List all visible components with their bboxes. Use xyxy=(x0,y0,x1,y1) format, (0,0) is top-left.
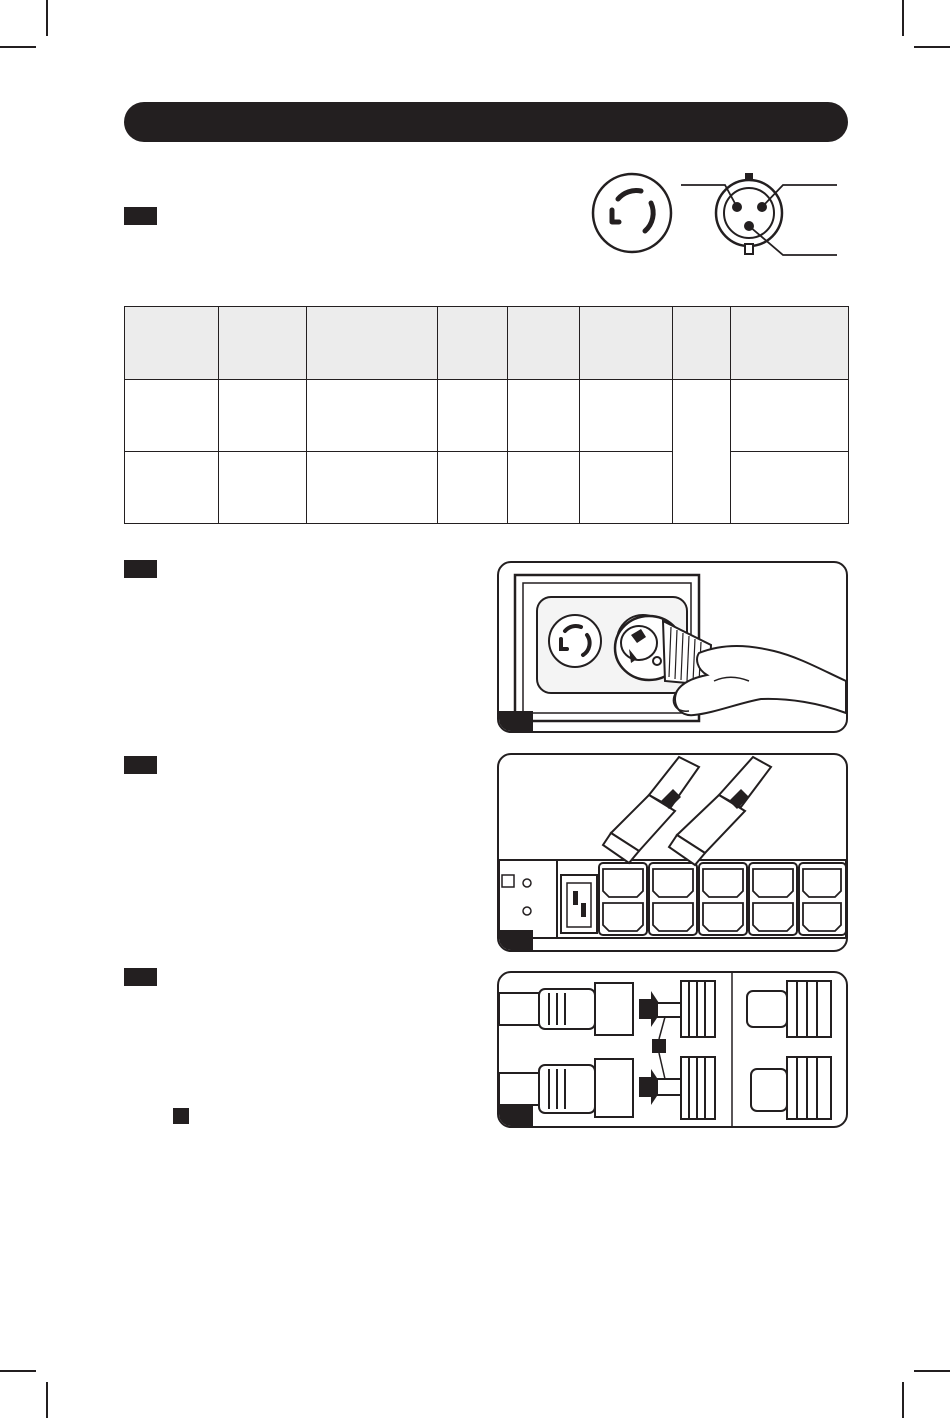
wall-outlet-illustration xyxy=(499,563,846,731)
locking-plug-head xyxy=(615,616,711,685)
figure-label-3 xyxy=(499,930,533,950)
pdu-outlets-illustration xyxy=(499,755,846,950)
callout-legend-square xyxy=(173,1108,189,1124)
c13-outlet-side-top xyxy=(657,981,715,1037)
step-3-badge xyxy=(124,756,157,774)
c19-outlet-side-bottom xyxy=(657,1057,715,1119)
table-cell xyxy=(125,452,219,524)
section-title-bar xyxy=(124,102,848,142)
c14-cord-top xyxy=(499,983,633,1035)
locking-cord-illustration xyxy=(499,973,846,1126)
table-cell xyxy=(508,452,580,524)
crop-mark-top-right-h xyxy=(914,46,950,48)
table-cell xyxy=(307,380,438,452)
locking-receptacle-icon xyxy=(593,174,671,252)
table-cell xyxy=(438,380,508,452)
table-cell xyxy=(219,452,307,524)
crop-mark-bottom-right-v xyxy=(902,1382,904,1418)
figure-plug-into-wall-outlet xyxy=(497,561,848,733)
table-header-cell xyxy=(580,307,673,380)
table-row xyxy=(125,380,849,452)
specification-table xyxy=(124,306,849,524)
locking-plug-icon xyxy=(681,173,837,255)
crop-mark-top-left-h xyxy=(0,46,36,48)
step-1-badge xyxy=(124,207,157,225)
table-cell xyxy=(508,380,580,452)
hand-illustration xyxy=(673,646,846,715)
table-cell xyxy=(125,380,219,452)
table-row xyxy=(125,452,849,524)
table-header-cell xyxy=(673,307,731,380)
table-cell xyxy=(731,380,849,452)
step-4-badge xyxy=(124,968,157,986)
table-cell-merged xyxy=(673,380,731,524)
table-header-cell xyxy=(219,307,307,380)
table-header-cell xyxy=(307,307,438,380)
table-cell xyxy=(580,380,673,452)
locked-connection-bottom xyxy=(751,1057,831,1119)
table-header-cell xyxy=(508,307,580,380)
table-cell xyxy=(731,452,849,524)
step-2-badge xyxy=(124,560,157,578)
table-header-cell xyxy=(125,307,219,380)
table-cell xyxy=(580,452,673,524)
figure-locking-cord-insertion xyxy=(497,971,848,1128)
figure-label-4 xyxy=(499,1106,533,1126)
figure-connect-equipment-to-pdu xyxy=(497,753,848,952)
crop-mark-top-right-v xyxy=(902,0,904,36)
receptacle-and-plug-diagram xyxy=(585,168,845,260)
callout-marker xyxy=(652,1039,666,1053)
crop-mark-bottom-right-h xyxy=(914,1370,950,1372)
table-cell xyxy=(219,380,307,452)
figure-label-2 xyxy=(499,711,533,731)
crop-mark-top-left-v xyxy=(46,0,48,36)
table-header-row xyxy=(125,307,849,380)
locked-connection-top xyxy=(747,981,831,1037)
table-cell xyxy=(438,452,508,524)
table-header-cell xyxy=(731,307,849,380)
table-header-cell xyxy=(438,307,508,380)
crop-mark-bottom-left-h xyxy=(0,1370,36,1372)
table-cell xyxy=(307,452,438,524)
crop-mark-bottom-left-v xyxy=(46,1382,48,1418)
